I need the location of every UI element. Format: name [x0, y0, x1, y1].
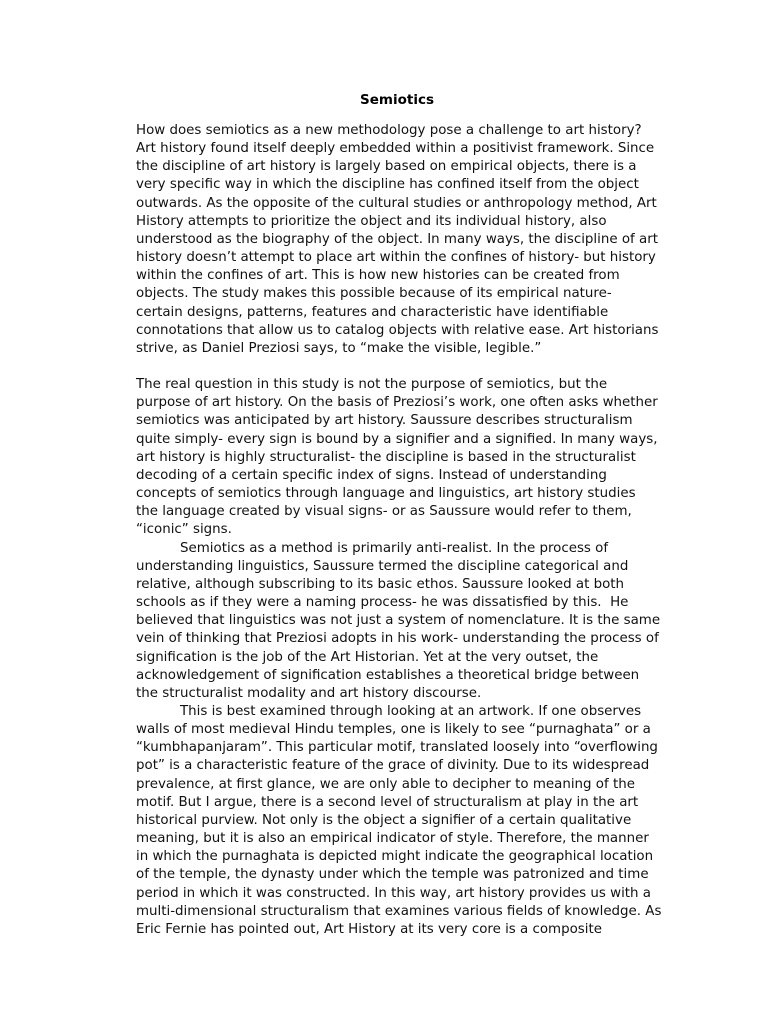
text-line: Eric Fernie has pointed out, Art History at its very core is a composite [136, 921, 602, 937]
text-line: very specific way in which the discipline has confined itself from the object [136, 177, 639, 193]
text-line: strive, as Daniel Preziosi says, to “make the visible, legible.” [136, 340, 542, 356]
text-line: pot” is a characteristic feature of the grace of divinity. Due to its widespread [136, 758, 650, 774]
page-title: Semiotics [360, 92, 434, 108]
text-line: “kumbhapanjaram”. This particular motif, translated loosely into “overflowing [136, 740, 658, 756]
text-line: prevalence, at first glance, we are only able to decipher to meaning of the [136, 776, 635, 792]
paragraph-1 [136, 122, 659, 358]
text-line: connotations that allow us to catalog objects with relative ease. Art historians [136, 322, 659, 338]
text-line: relative, although subscribing to its basic ethos. Saussure looked at both [136, 576, 625, 592]
text-line: the language created by visual signs- or as Saussure would refer to them, [136, 504, 632, 520]
text-line: How does semiotics as a new methodology pose a challenge to art history? [136, 123, 642, 138]
text-line: outwards. As the opposite of the cultural studies or anthropology method, Art [136, 195, 657, 211]
paragraph-2 [136, 376, 656, 539]
text-line: certain designs, patterns, features and characteristic have identifiable [136, 304, 609, 320]
text-line: within the confines of art. This is how new histories can be created from [136, 268, 620, 284]
document-body [136, 122, 662, 939]
text-line: This is best examined through looking at an artwork. If one observes [180, 703, 642, 719]
text-line: objects. The study makes this possible because of its empirical nature- [136, 286, 612, 302]
paragraph-4 [136, 703, 662, 939]
text-line: history doesn’t attempt to place art within the confines of history- but history [136, 250, 656, 266]
text-line: the discipline of art history is largely based on empirical objects, there is a [136, 159, 637, 175]
paragraph-3 [136, 540, 661, 703]
text-line: vein of thinking that Preziosi adopts in his work- understanding the process of [136, 631, 659, 647]
text-line: concepts of semiotics through language and linguistics, art history studies [136, 486, 636, 502]
text-line: Art history found itself deeply embedded within a positivist framework. Since [136, 141, 655, 157]
text-line: understanding linguistics, Saussure termed the discipline categorical and [136, 558, 629, 574]
text-line: the structuralist modality and art history discourse. [136, 685, 482, 701]
text-line: understood as the biography of the object. In many ways, the discipline of art [136, 231, 658, 247]
text-line: schools as if they were a naming process- he was dissatisfied by this. He [136, 595, 629, 611]
text-line: in which the purnaghata is depicted might indicate the geographical location [136, 849, 654, 865]
text-line: period in which it was constructed. In this way, art history provides us with a [136, 885, 652, 901]
text-line: walls of most medieval Hindu temples, one is likely to see “purnaghata” or a [136, 722, 651, 738]
text-line: of the temple, the dynasty under which the temple was patronized and time [136, 867, 649, 883]
text-line: The real question in this study is not the purpose of semiotics, but the [136, 377, 608, 393]
text-line: historical purview. Not only is the object a signifier of a certain qualitative [136, 812, 632, 828]
paragraph-gap [136, 358, 656, 376]
text-line: motif. But I argue, there is a second level of structuralism at play in the art [136, 794, 639, 810]
text-line: quite simply- every sign is bound by a signifier and a signified. In many ways, [136, 431, 658, 447]
text-line: “iconic” signs. [136, 522, 232, 538]
text-line: Semiotics as a method is primarily anti-realist. In the process of [180, 540, 609, 556]
text-line: History attempts to prioritize the object and its individual history, also [136, 213, 607, 229]
text-line: decoding of a certain specific index of signs. Instead of understanding [136, 467, 607, 483]
text-line: believed that linguistics was not just a system of nomenclature. It is the same [136, 613, 661, 629]
text-line: purpose of art history. On the basis of Preziosi’s work, one often asks whether [136, 395, 658, 411]
text-line: semiotics was anticipated by art history. Saussure describes structuralism [136, 413, 633, 429]
text-line: art history is highly structuralist- the discipline is based in the structuralist [136, 449, 636, 465]
text-line: multi-dimensional structuralism that examines various fields of knowledge. As [136, 903, 662, 919]
text-line: acknowledgement of signification establishes a theoretical bridge between [136, 667, 640, 683]
text-line: meaning, but it is also an empirical indicator of style. Therefore, the manner [136, 831, 649, 847]
text-line: signification is the job of the Art Historian. Yet at the very outset, the [136, 649, 599, 665]
